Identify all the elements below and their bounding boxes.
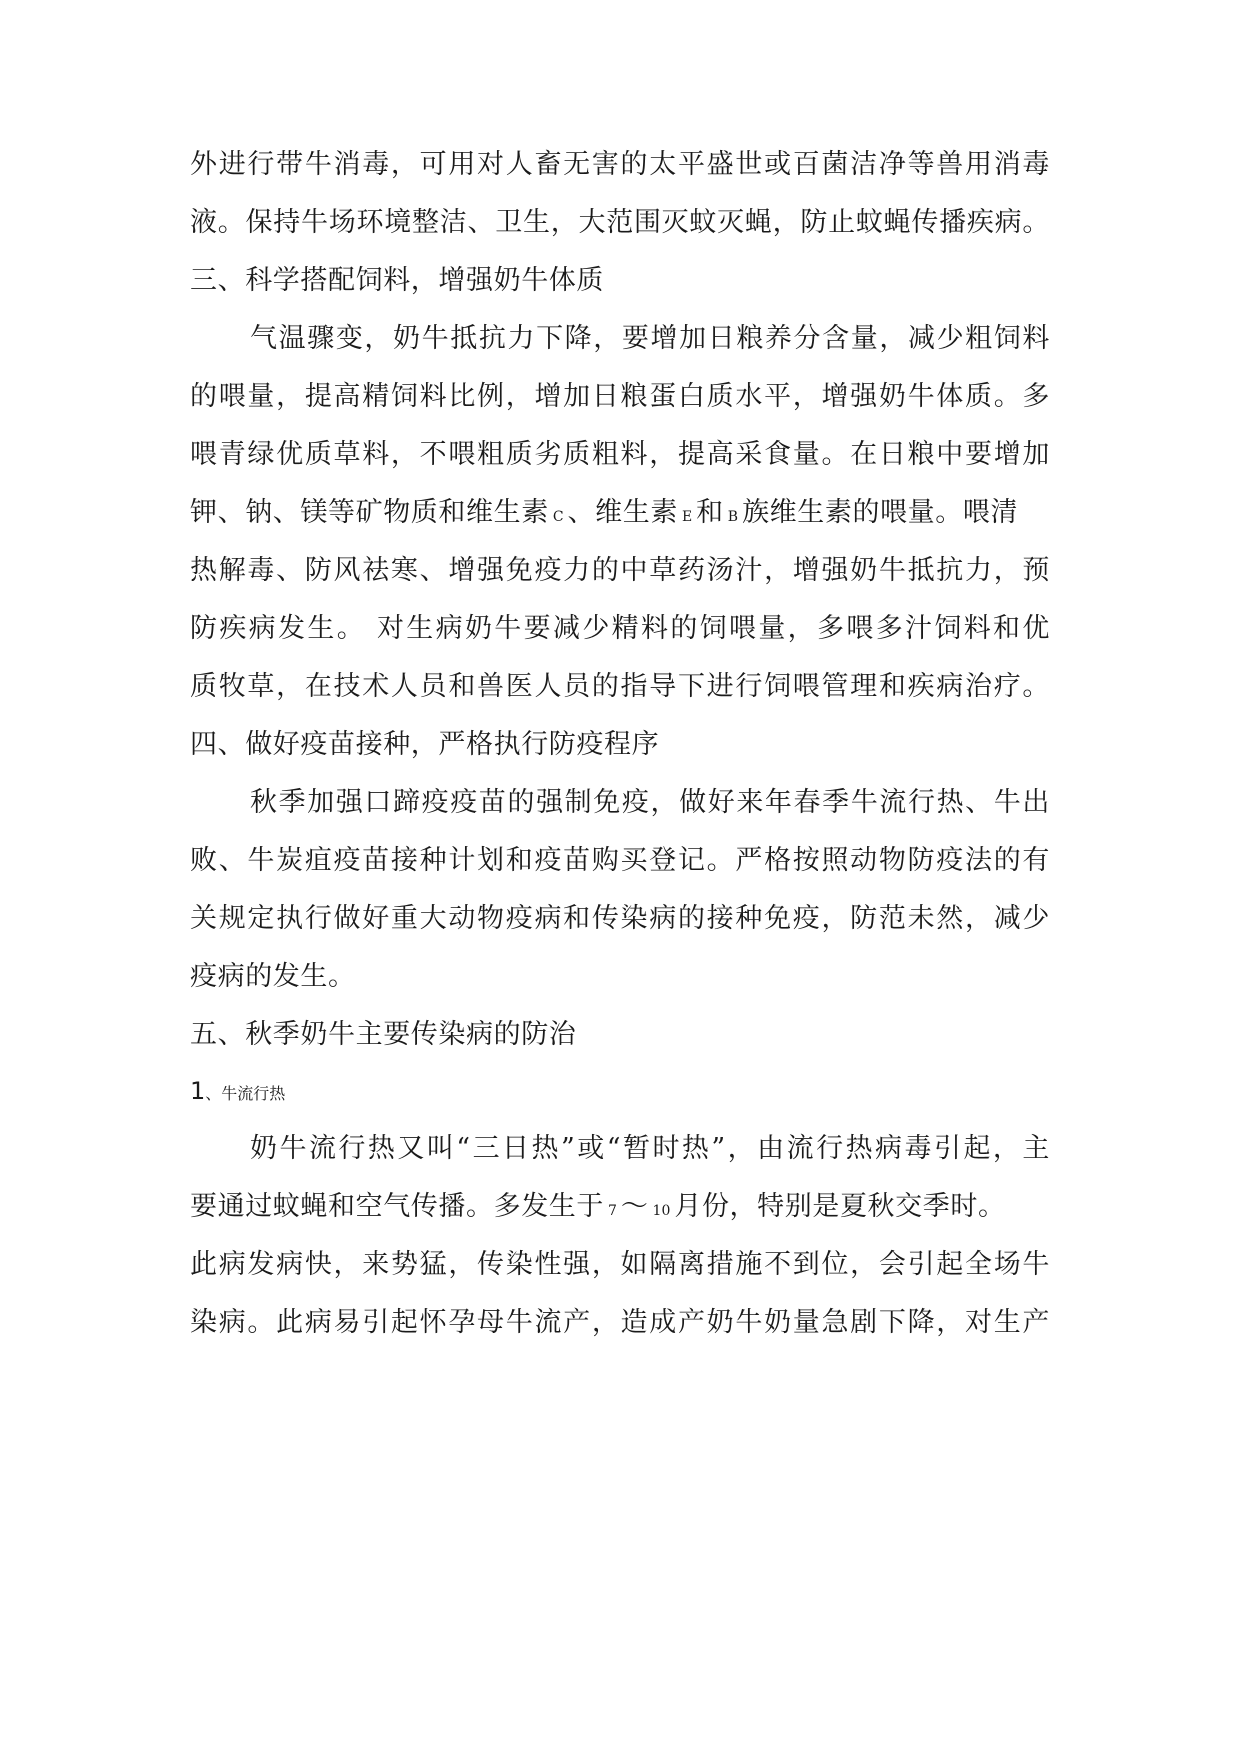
body-line-vitamins (190, 490, 1050, 536)
month-end: 10 (652, 1203, 671, 1219)
item-number: 1 (190, 1077, 206, 1105)
section-heading: 五、秋季奶牛主要传染病的防治 (190, 1019, 577, 1050)
body-line: 疫病的发生。 (190, 961, 356, 992)
text-run: 、维生素 (567, 497, 678, 528)
body-line: 败、牛炭疽疫苗接种计划和疫苗购买登记。严格按照动物防疫法的有 (190, 845, 1050, 876)
body-line: 液。保持牛场环境整洁、卫生，大范围灭蚊灭蝇，防止蚊蝇传播疾病。 (190, 207, 1050, 238)
text-run: 钾、钠、镁等矿物质和维生素 (190, 497, 549, 528)
body-line: 的喂量，提高精饲料比例，增加日粮蛋白质水平，增强奶牛体质。多 (190, 381, 1050, 412)
body-line: 防疾病发生。 对生病奶牛要减少精料的饲喂量，多喂多汁饲料和优 (190, 613, 1050, 644)
section-heading: 四、做好疫苗接种，严格执行防疫程序 (190, 729, 660, 760)
body-line: 此病发病快，来势猛，传染性强，如隔离措施不到位，会引起全场牛 (190, 1249, 1050, 1280)
body-line: 质牧草，在技术人员和兽医人员的指导下进行饲喂管理和疾病治疗。 (190, 671, 1050, 702)
item-label: 牛流行热 (221, 1084, 286, 1103)
body-line: 关规定执行做好重大动物疫病和传染病的接种免疫，防范未然，减少 (190, 903, 1050, 934)
text-run: 和 (696, 497, 724, 528)
text-run: 族维生素的喂量。喂清 (742, 497, 1019, 528)
text-run: ～ (620, 1191, 649, 1222)
section-heading: 三、科学搭配饲料，增强奶牛体质 (190, 265, 604, 296)
vitamin-e-letter: E (681, 509, 693, 525)
text-run: 要通过蚊蝇和空气传播。多发生于 (190, 1191, 604, 1222)
vitamin-c-letter: C (552, 509, 564, 525)
body-line: 染病。此病易引起怀孕母牛流产，造成产奶牛奶量急剧下降，对生产 (190, 1307, 1050, 1338)
body-line: 气温骤变，奶牛抵抗力下降，要增加日粮养分含量，减少粗饲料 (250, 323, 1050, 354)
body-line: 秋季加强口蹄疫疫苗的强制免疫，做好来年春季牛流行热、牛出 (250, 787, 1050, 818)
item-separator: 、 (205, 1084, 222, 1103)
text-run: 月份，特别是夏秋交季时。 (674, 1191, 1006, 1222)
body-line: 热解毒、防风祛寒、增强免疫力的中草药汤汁，增强奶牛抵抗力，预 (190, 555, 1050, 586)
body-line-months (190, 1184, 1050, 1230)
subsection-heading (190, 1068, 1050, 1114)
body-line: 奶牛流行热又叫“三日热”或“暂时热”，由流行热病毒引起，主 (250, 1133, 1050, 1164)
vitamin-b-letter: B (727, 509, 739, 525)
body-line: 喂青绿优质草料，不喂粗质劣质粗料，提高采食量。在日粮中要增加 (190, 439, 1050, 470)
body-line: 外进行带牛消毒，可用对人畜无害的太平盛世或百菌洁净等兽用消毒 (190, 149, 1050, 180)
month-start: 7 (608, 1203, 617, 1219)
